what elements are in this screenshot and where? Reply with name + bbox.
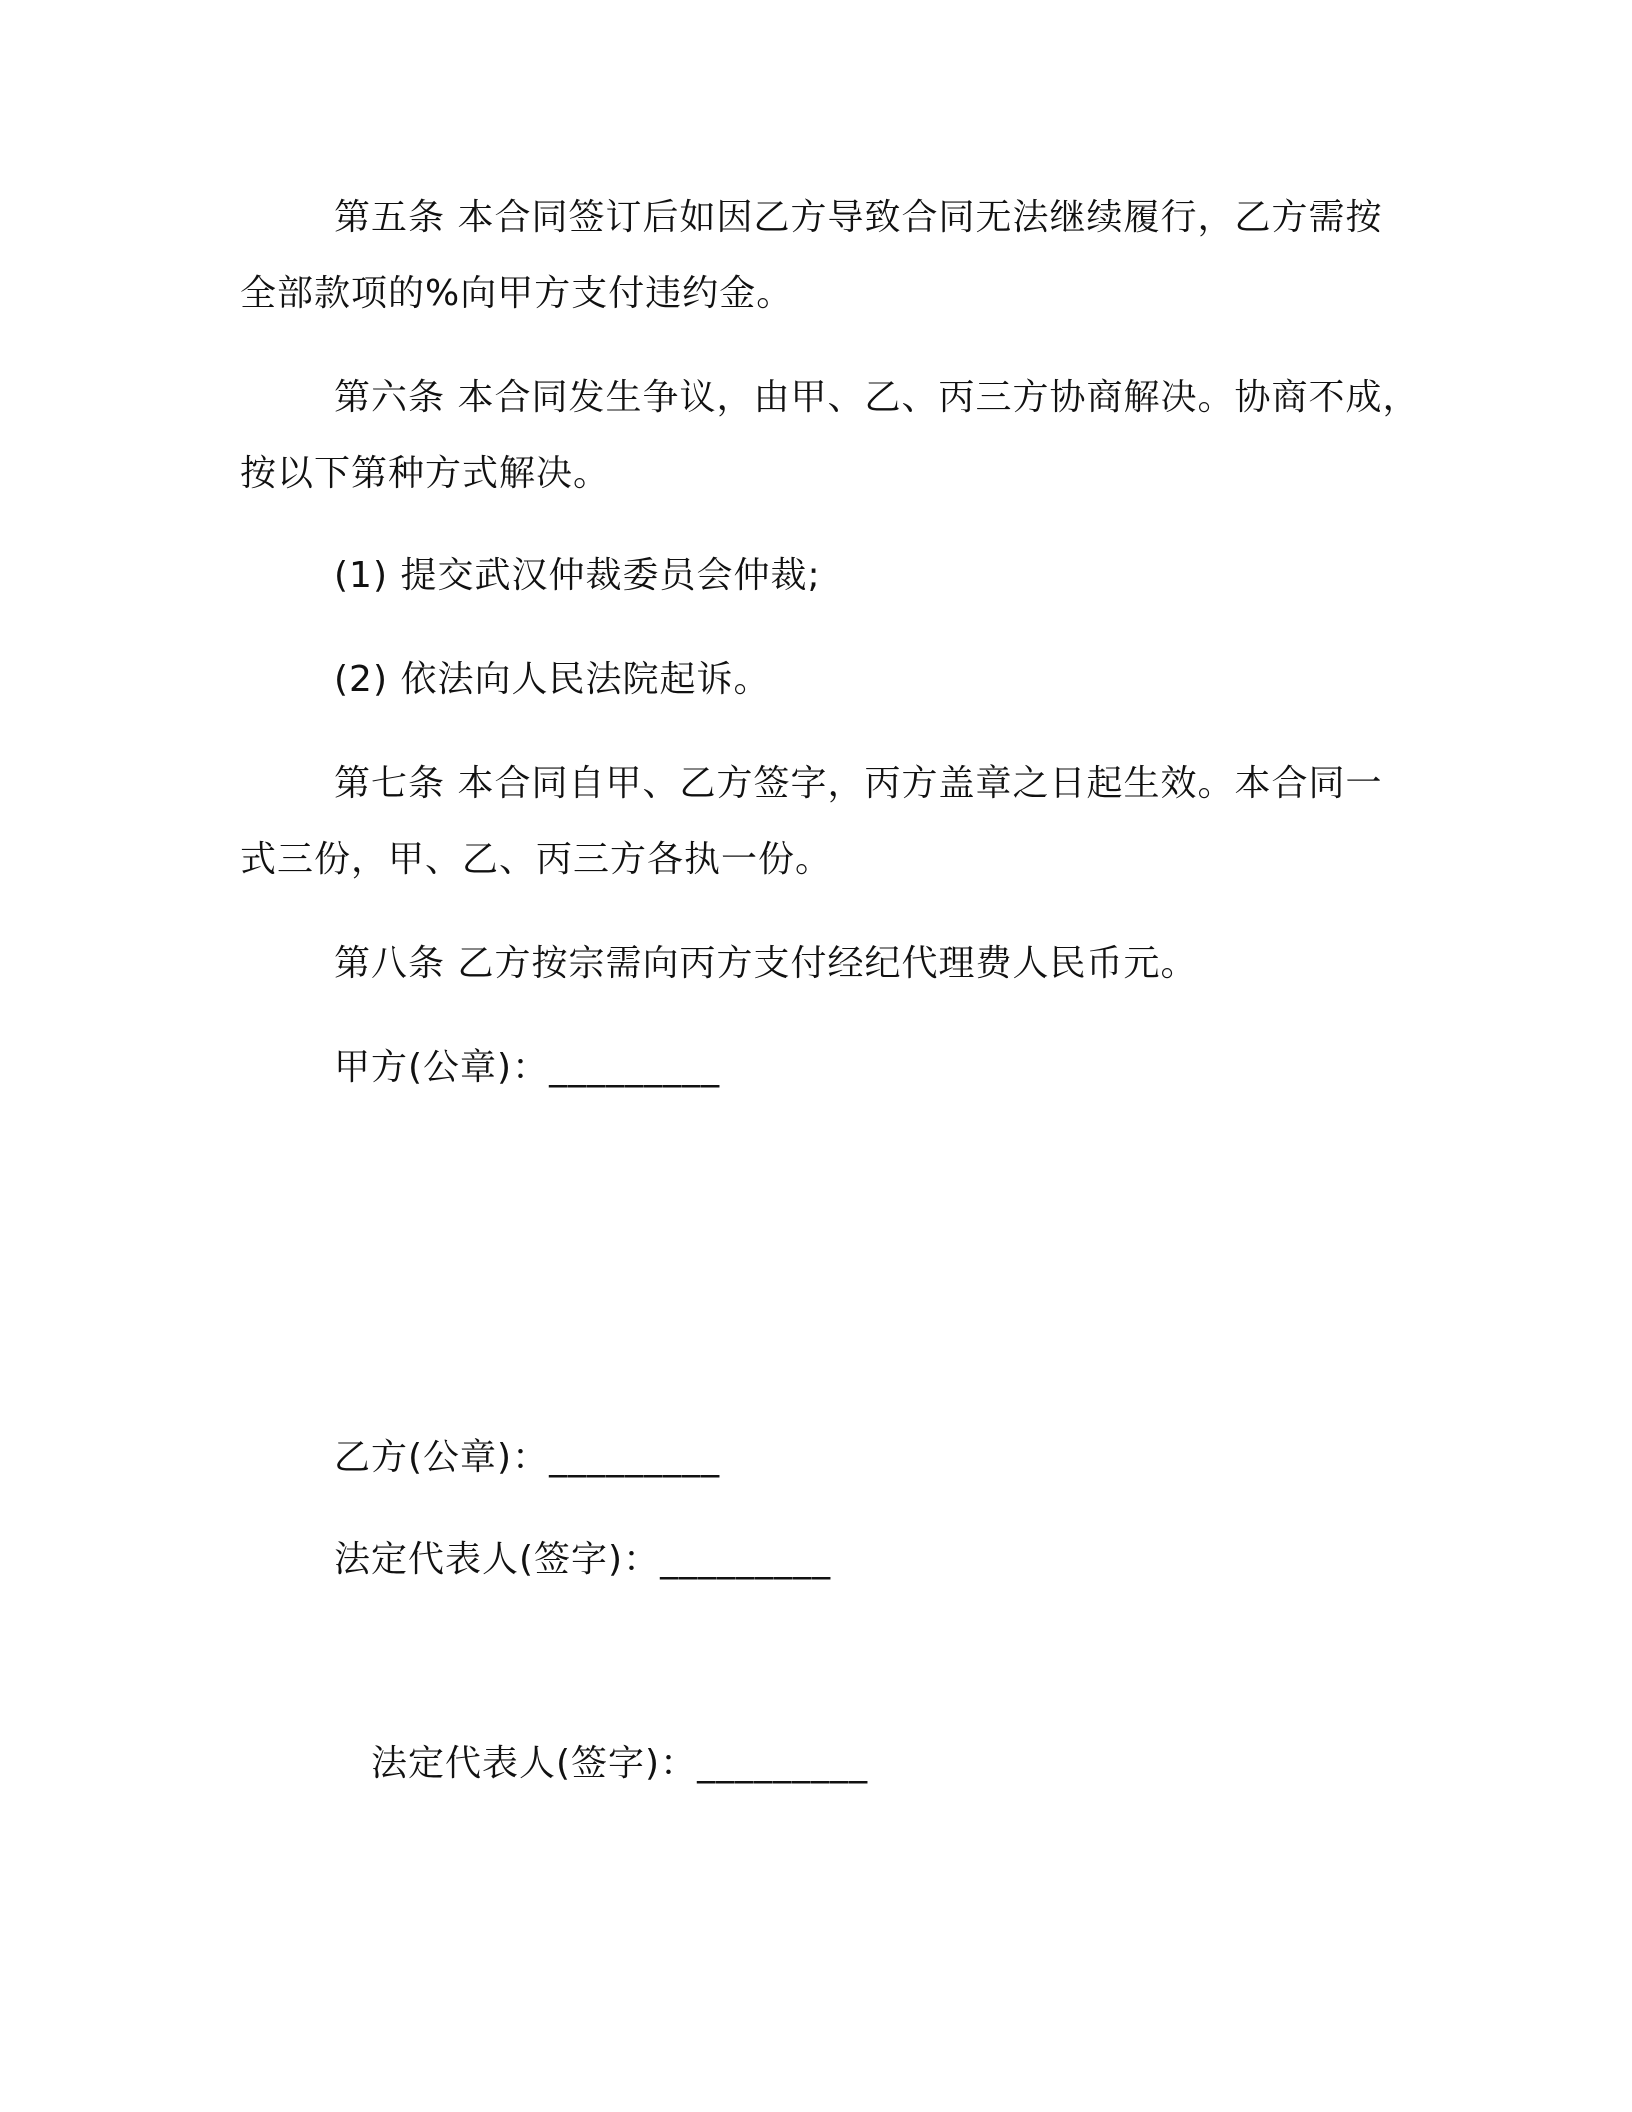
party-a-seal-field: 甲方(公章)：_________ bbox=[334, 1047, 721, 1088]
article-7-line-2: 式三份，甲、乙、丙三方各执一份。 bbox=[240, 839, 833, 880]
article-6-option-2: (2) 依法向人民法院起诉。 bbox=[334, 659, 771, 700]
party-b-legal-rep-signature: 法定代表人(签字)：_________ bbox=[334, 1539, 832, 1580]
article-6-line-2: 按以下第种方式解决。 bbox=[240, 453, 611, 494]
party-c-legal-rep-signature: 法定代表人(签字)：_________ bbox=[371, 1743, 869, 1784]
article-7-line-1: 第七条 本合同自甲、乙方签字，丙方盖章之日起生效。本合同一 bbox=[334, 763, 1383, 804]
article-8-line-1: 第八条 乙方按宗需向丙方支付经纪代理费人民币元。 bbox=[334, 943, 1198, 984]
article-6-option-1: (1) 提交武汉仲裁委员会仲裁; bbox=[334, 555, 821, 596]
party-b-seal-field: 乙方(公章)：_________ bbox=[334, 1437, 721, 1478]
article-5-line-2: 全部款项的%向甲方支付违约金。 bbox=[240, 273, 794, 314]
article-5-line-1: 第五条 本合同签订后如因乙方导致合同无法继续履行，乙方需按 bbox=[334, 197, 1383, 238]
article-6-line-1: 第六条 本合同发生争议，由甲、乙、丙三方协商解决。协商不成， bbox=[334, 377, 1420, 418]
